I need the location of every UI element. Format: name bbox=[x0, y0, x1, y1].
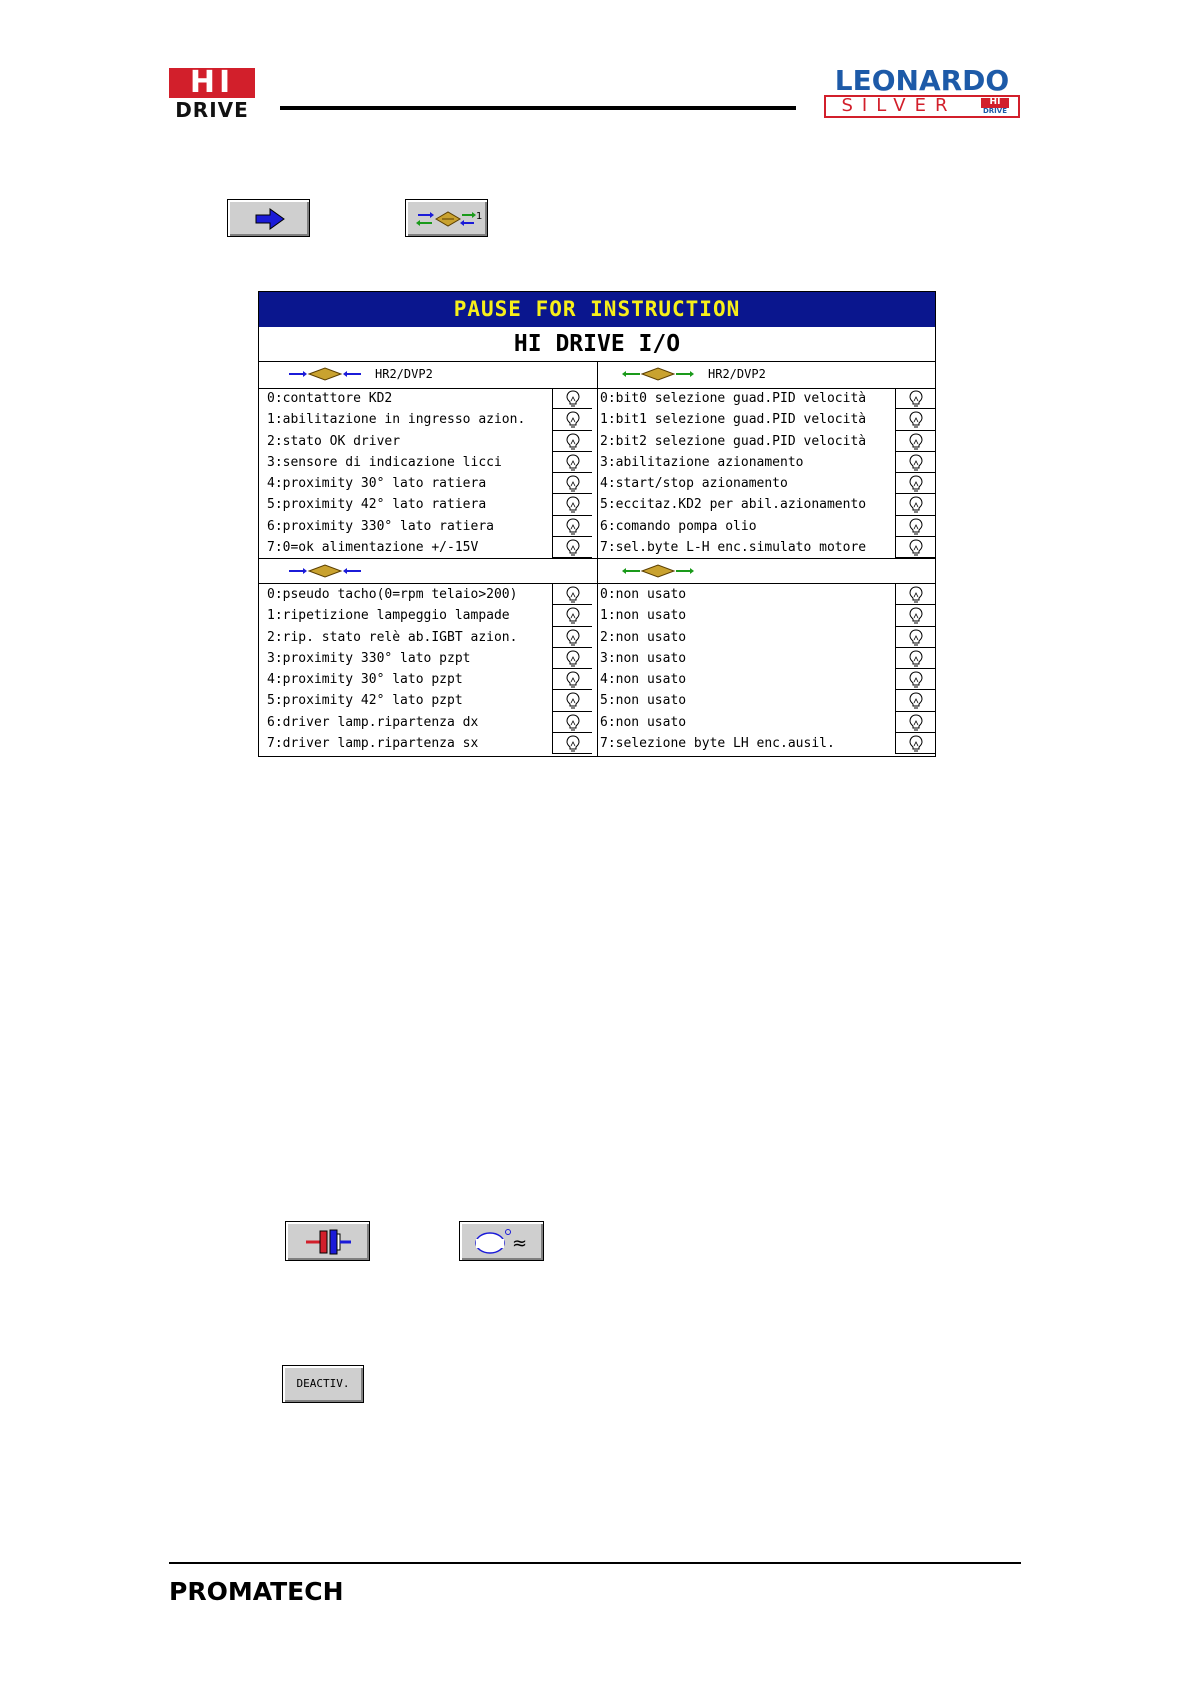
bulb-icon bbox=[566, 390, 580, 407]
io-row bbox=[259, 584, 597, 605]
io-row-label: 4:proximity 30° lato pzpt bbox=[267, 672, 463, 688]
io-row-label: 0:pseudo tacho(0=rpm telaio>200) bbox=[267, 587, 518, 602]
io-row bbox=[592, 537, 935, 558]
io-status-indicator bbox=[552, 690, 592, 711]
panel-subtitle: HI DRIVE I/O bbox=[259, 327, 935, 362]
bulb-icon bbox=[566, 692, 580, 709]
panel-title: PAUSE FOR INSTRUCTION bbox=[259, 292, 935, 327]
io-row-label: 2:non usato bbox=[600, 629, 687, 645]
io-status-indicator bbox=[895, 648, 935, 669]
io-row-label: 2:stato OK driver bbox=[267, 433, 401, 449]
io-row bbox=[259, 733, 597, 754]
io-row bbox=[259, 516, 597, 537]
mini-hi: HI bbox=[989, 97, 1001, 107]
io-row bbox=[592, 388, 935, 409]
bulb-icon bbox=[909, 714, 923, 731]
io-status-indicator bbox=[552, 669, 592, 690]
io-row bbox=[592, 473, 935, 494]
leonardo-logo-brand: LEONARDO bbox=[834, 64, 1010, 97]
header-divider bbox=[280, 106, 796, 110]
bulb-icon bbox=[566, 735, 580, 752]
io-row bbox=[259, 409, 597, 430]
bulb-icon bbox=[909, 607, 923, 624]
motor-rotation-icon bbox=[460, 1222, 545, 1262]
io-status-indicator bbox=[552, 605, 592, 626]
io-row bbox=[259, 473, 597, 494]
io-row bbox=[259, 648, 597, 669]
inputs-group-1-header bbox=[259, 361, 597, 389]
inputs-group-2-header bbox=[259, 559, 597, 584]
io-status-indicator bbox=[895, 733, 935, 754]
io-row bbox=[259, 690, 597, 711]
input-board-icon bbox=[289, 367, 361, 381]
io-row bbox=[259, 627, 597, 648]
io-row-label: 4:non usato bbox=[600, 672, 687, 688]
io-status-indicator bbox=[895, 473, 935, 494]
forward-button[interactable] bbox=[227, 199, 310, 237]
outputs-group-1-list bbox=[592, 388, 935, 558]
mini-drive: DRIVE bbox=[982, 107, 1007, 115]
io-status-indicator bbox=[895, 605, 935, 626]
io-status-indicator bbox=[895, 669, 935, 690]
io-status-indicator bbox=[552, 516, 592, 537]
io-row-label: 7:0=ok alimentazione +/-15V bbox=[267, 540, 479, 556]
io-status-indicator bbox=[552, 733, 592, 754]
bulb-icon bbox=[909, 650, 923, 667]
io-row-label: 0:non usato bbox=[600, 587, 687, 602]
io-row bbox=[259, 669, 597, 690]
bulb-icon bbox=[909, 586, 923, 603]
inputs-column bbox=[259, 361, 598, 756]
io-row bbox=[592, 712, 935, 733]
io-row-label: 3:abilitazione azionamento bbox=[600, 454, 804, 470]
bulb-icon bbox=[566, 496, 580, 513]
bulb-icon bbox=[566, 411, 580, 428]
inputs-group-1-label: HR2/DVP2 bbox=[375, 367, 433, 381]
io-row-label: 3:sensore di indicazione licci bbox=[267, 454, 502, 470]
io-row-label: 2:rip. stato relè ab.IGBT azion. bbox=[267, 629, 518, 645]
output-board-icon bbox=[622, 367, 694, 381]
leonardo-logo-mini-hidrive bbox=[975, 98, 1015, 115]
io-status-indicator bbox=[895, 388, 935, 409]
io-row-label: 3:proximity 330° lato pzpt bbox=[267, 650, 471, 666]
io-row bbox=[259, 605, 597, 626]
io-status-indicator bbox=[552, 627, 592, 648]
bulb-icon bbox=[566, 671, 580, 688]
promatech-logo: PROMATECH bbox=[169, 1577, 344, 1606]
io-row-label: 0:bit0 selezione guad.PID velocità bbox=[600, 391, 867, 406]
inputs-group-2-list bbox=[259, 584, 597, 754]
io-row-label: 5:eccitaz.KD2 per abil.azionamento bbox=[600, 497, 867, 513]
io-row-label: 0:contattore KD2 bbox=[267, 391, 393, 406]
io-row-label: 6:proximity 330° lato ratiera bbox=[267, 518, 494, 534]
io-status-indicator bbox=[552, 409, 592, 430]
output-board-icon bbox=[622, 564, 694, 578]
bulb-icon bbox=[566, 607, 580, 624]
hi-drive-logo-hi: HI bbox=[189, 65, 235, 100]
io-row-label: 1:non usato bbox=[600, 608, 687, 624]
bulb-icon bbox=[909, 518, 923, 535]
io-row bbox=[259, 452, 597, 473]
outputs-column bbox=[592, 361, 935, 756]
io-row-label: 7:driver lamp.ripartenza sx bbox=[267, 736, 479, 752]
io-status-indicator bbox=[895, 452, 935, 473]
hi-drive-logo bbox=[169, 65, 255, 122]
io-status-indicator bbox=[895, 584, 935, 605]
bulb-icon bbox=[909, 496, 923, 513]
leonardo-logo-model: SILVER bbox=[841, 95, 957, 116]
io-row bbox=[259, 388, 597, 409]
bulb-icon bbox=[909, 692, 923, 709]
deactivate-button[interactable]: DEACTIV. bbox=[282, 1365, 364, 1403]
arrow-right-icon bbox=[228, 200, 311, 238]
io-status-indicator bbox=[895, 627, 935, 648]
io-status-button[interactable] bbox=[405, 199, 488, 237]
io-row bbox=[592, 733, 935, 754]
io-status-indicator bbox=[552, 712, 592, 733]
bulb-icon bbox=[909, 475, 923, 492]
bulb-icon bbox=[909, 671, 923, 688]
outputs-group-1-header bbox=[592, 361, 935, 389]
io-status-indicator bbox=[552, 431, 592, 452]
io-row bbox=[592, 409, 935, 430]
io-row-label: 5:non usato bbox=[600, 693, 687, 709]
io-status-indicator bbox=[552, 452, 592, 473]
io-row bbox=[259, 494, 597, 515]
bulb-icon bbox=[909, 629, 923, 646]
io-status-indicator bbox=[552, 388, 592, 409]
hi-drive-logo-drive: DRIVE bbox=[175, 98, 249, 122]
io-status-indicator bbox=[895, 516, 935, 537]
outputs-group-2-header bbox=[592, 559, 935, 584]
io-row-label: 1:abilitazione in ingresso azion. bbox=[267, 412, 526, 428]
io-row-label: 5:proximity 42° lato ratiera bbox=[267, 497, 487, 513]
clutch-button[interactable] bbox=[285, 1221, 370, 1261]
io-row bbox=[259, 431, 597, 452]
input-board-icon bbox=[289, 564, 361, 578]
bulb-icon bbox=[566, 454, 580, 471]
io-status-indicator bbox=[895, 537, 935, 558]
io-row-label: 4:proximity 30° lato ratiera bbox=[267, 476, 487, 492]
bulb-icon bbox=[566, 539, 580, 556]
bulb-icon bbox=[566, 586, 580, 603]
outputs-group-1-label: HR2/DVP2 bbox=[708, 367, 766, 381]
io-status-indicator bbox=[552, 537, 592, 558]
clutch-icon bbox=[286, 1222, 371, 1262]
bulb-icon bbox=[909, 539, 923, 556]
io-status-indicator bbox=[552, 494, 592, 515]
io-row-label: 1:bit1 selezione guad.PID velocità bbox=[600, 412, 867, 428]
io-status-indicator bbox=[895, 690, 935, 711]
bulb-icon bbox=[909, 390, 923, 407]
leonardo-silver-logo bbox=[822, 66, 1022, 120]
bulb-icon bbox=[566, 518, 580, 535]
io-row bbox=[592, 648, 935, 669]
bulb-icon bbox=[566, 629, 580, 646]
io-row-label: 7:selezione byte LH enc.ausil. bbox=[600, 736, 835, 752]
io-row bbox=[592, 669, 935, 690]
footer-divider bbox=[169, 1562, 1021, 1564]
bulb-icon bbox=[566, 650, 580, 667]
bulb-icon bbox=[909, 411, 923, 428]
io-row-label: 6:non usato bbox=[600, 714, 687, 730]
inputs-group-1-list bbox=[259, 388, 597, 558]
io-status-indicator bbox=[552, 584, 592, 605]
io-status-indicator bbox=[552, 648, 592, 669]
io-button-index: 1 bbox=[476, 211, 483, 222]
io-row-label: 6:comando pompa olio bbox=[600, 518, 757, 534]
io-panel bbox=[258, 291, 936, 757]
io-row bbox=[592, 627, 935, 648]
bulb-icon bbox=[566, 714, 580, 731]
io-row-label: 4:start/stop azionamento bbox=[600, 476, 788, 492]
svg-text:≈: ≈ bbox=[512, 1233, 528, 1254]
io-status-indicator bbox=[895, 494, 935, 515]
io-row bbox=[259, 712, 597, 733]
io-row-label: 2:bit2 selezione guad.PID velocità bbox=[600, 433, 867, 449]
bulb-icon bbox=[566, 433, 580, 450]
io-row-label: 3:non usato bbox=[600, 650, 687, 666]
io-status-indicator bbox=[552, 473, 592, 494]
io-row bbox=[592, 584, 935, 605]
bulb-icon bbox=[909, 735, 923, 752]
bulb-icon bbox=[566, 475, 580, 492]
io-row-label: 7:sel.byte L-H enc.simulato motore bbox=[600, 540, 867, 556]
io-row bbox=[259, 537, 597, 558]
io-row bbox=[592, 690, 935, 711]
io-row bbox=[592, 452, 935, 473]
io-status-indicator bbox=[895, 409, 935, 430]
io-row-label: 1:ripetizione lampeggio lampade bbox=[267, 608, 510, 624]
io-status-indicator bbox=[895, 431, 935, 452]
io-row bbox=[592, 494, 935, 515]
io-row bbox=[592, 605, 935, 626]
io-row-label: 6:driver lamp.ripartenza dx bbox=[267, 714, 479, 730]
bulb-icon bbox=[909, 454, 923, 471]
io-row-label: 5:proximity 42° lato pzpt bbox=[267, 693, 463, 709]
bulb-icon bbox=[909, 433, 923, 450]
motor-rotation-button[interactable] bbox=[459, 1221, 544, 1261]
io-row bbox=[592, 516, 935, 537]
io-row bbox=[592, 431, 935, 452]
outputs-group-2-list bbox=[592, 584, 935, 754]
io-status-indicator bbox=[895, 712, 935, 733]
